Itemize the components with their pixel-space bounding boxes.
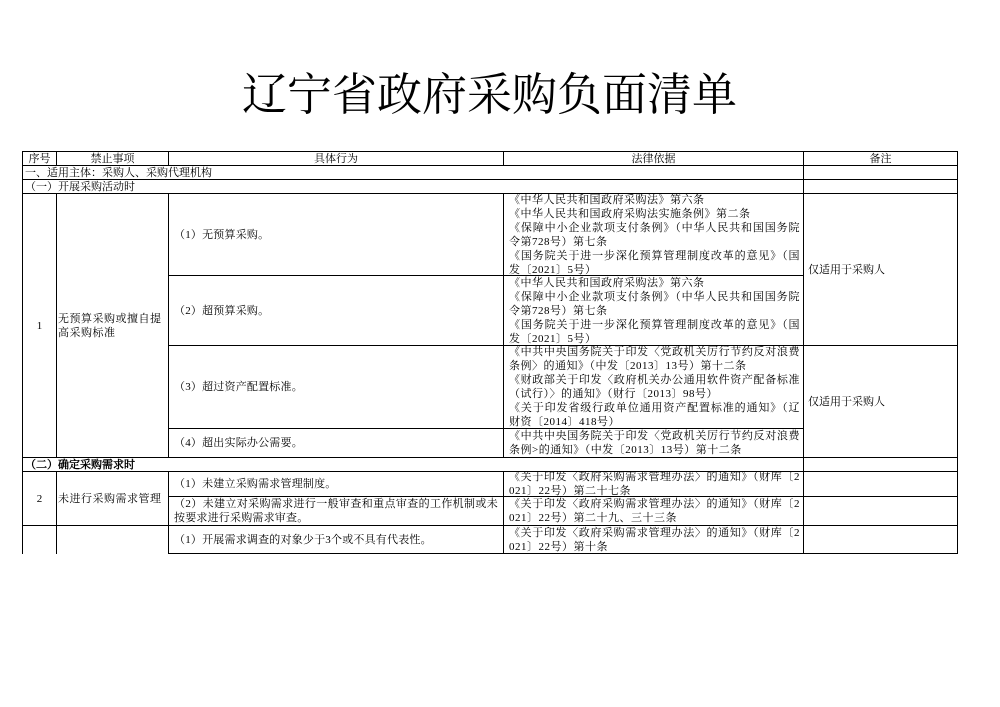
remark-cell	[803, 165, 958, 180]
basis-item: 《关于印发〈政府采购需求管理办法〉的通知》（财库〔2021〕22号）第十条	[509, 526, 800, 553]
basis-cell	[503, 193, 804, 276]
basis-item: 《保障中小企业款项支付条例》（中华人民共和国国务院令第728号）第七条	[509, 290, 800, 317]
group-label: （二）确定采购需求时	[22, 457, 804, 472]
basis-cell	[503, 275, 804, 346]
behavior-text: （4）超出实际办公需要。	[174, 437, 303, 449]
basis-list	[509, 471, 800, 497]
basis-list	[509, 276, 800, 346]
basis-item: 《关于印发〈政府采购需求管理办法〉的通知》（财库〔2021〕22号）第二十七条	[509, 471, 800, 497]
group-label: （一）开展采购活动时	[22, 179, 804, 194]
basis-cell	[503, 496, 804, 526]
behavior-text: （1）开展需求调查的对象少于3个或不具有代表性。	[174, 533, 432, 546]
entry-no: 2	[22, 471, 57, 526]
header-cell-item: 禁止事项	[56, 151, 169, 166]
behavior-text: （2）超预算采购。	[174, 304, 270, 317]
basis-list	[509, 345, 800, 429]
basis-item: 《中共中央国务院关于印发〈党政机关厉行节约反对浪费条例〉的通知》（中发〔2013〕13号）第十二条	[509, 346, 800, 372]
prohibited-item-cell	[56, 525, 169, 554]
entry-no: 1	[22, 193, 57, 458]
prohibited-item-text: 无预算采购或擅自提高采购标准	[58, 312, 162, 339]
behavior-cell	[168, 345, 504, 429]
entry-no	[22, 525, 57, 554]
basis-list	[509, 497, 800, 525]
remark-cell	[803, 179, 958, 194]
header-cell-behavior: 具体行为	[168, 151, 504, 166]
basis-list	[509, 193, 800, 276]
basis-cell	[503, 428, 804, 458]
header-cell-remark: 备注	[803, 151, 958, 166]
basis-item: 《中华人民共和国政府采购法》第六条	[509, 193, 705, 206]
remark-cell	[803, 457, 958, 472]
basis-item: 《保障中小企业款项支付条例》（中华人民共和国国务院令第728号）第七条	[509, 221, 800, 248]
document-title: 辽宁省政府采购负面清单	[241, 70, 737, 120]
behavior-cell	[168, 525, 504, 554]
remark-cell	[803, 525, 958, 554]
basis-cell	[503, 525, 804, 554]
basis-item: 《关于印发〈政府采购需求管理办法〉的通知》（财库〔2021〕22号）第二十九、三十三条	[509, 498, 800, 524]
behavior-text: （1）未建立采购需求管理制度。	[174, 478, 337, 490]
behavior-cell	[168, 471, 504, 497]
behavior-cell	[168, 275, 504, 346]
basis-item: 《中共中央国务院关于印发〈党政机关厉行节约反对浪费条例>的通知》（中发〔2013〕13号）第十二条	[509, 430, 800, 456]
remark-cell	[803, 496, 958, 526]
basis-item: 《中华人民共和国政府采购法》第六条	[509, 276, 705, 289]
basis-list	[509, 526, 800, 554]
basis-item: 《财政部关于印发〈政府机关办公通用软件资产配备标准（试行）〉的通知》（财行〔2013〕98号）	[509, 374, 800, 400]
basis-cell	[503, 471, 804, 497]
basis-item: 《国务院关于进一步深化预算管理制度改革的意见》（国发〔2021〕5号）	[509, 318, 800, 345]
basis-list	[509, 429, 800, 457]
basis-item: 《中华人民共和国政府采购法实施条例》第二条	[509, 207, 751, 220]
behavior-cell	[168, 193, 504, 276]
scope-row-label: 一、适用主体：采购人、采购代理机构	[22, 165, 804, 180]
header-cell-no: 序号	[22, 151, 57, 166]
basis-cell	[503, 345, 804, 429]
behavior-text: （1）无预算采购。	[174, 228, 270, 241]
behavior-text: （3）超过资产配置标准。	[174, 381, 303, 393]
behavior-cell	[168, 496, 504, 526]
remark-cell: 仅适用于采购人	[803, 345, 958, 458]
remark-cell	[803, 471, 958, 497]
behavior-text: （2）未建立对采购需求进行一般审查和重点审查的工作机制或未按要求进行采购需求审查。	[174, 498, 498, 524]
prohibited-item-cell	[56, 471, 169, 526]
prohibited-item-text: 未进行采购需求管理	[58, 492, 162, 505]
basis-item: 《关于印发省级行政单位通用资产配置标准的通知》（辽财资〔2014〕418号）	[509, 402, 800, 428]
basis-item: 《国务院关于进一步深化预算管理制度改革的意见》（国发〔2021〕5号）	[509, 249, 800, 276]
prohibited-item-cell	[56, 193, 169, 458]
behavior-cell	[168, 428, 504, 458]
header-cell-basis: 法律依据	[503, 151, 804, 166]
remark-cell: 仅适用于采购人	[803, 193, 958, 346]
